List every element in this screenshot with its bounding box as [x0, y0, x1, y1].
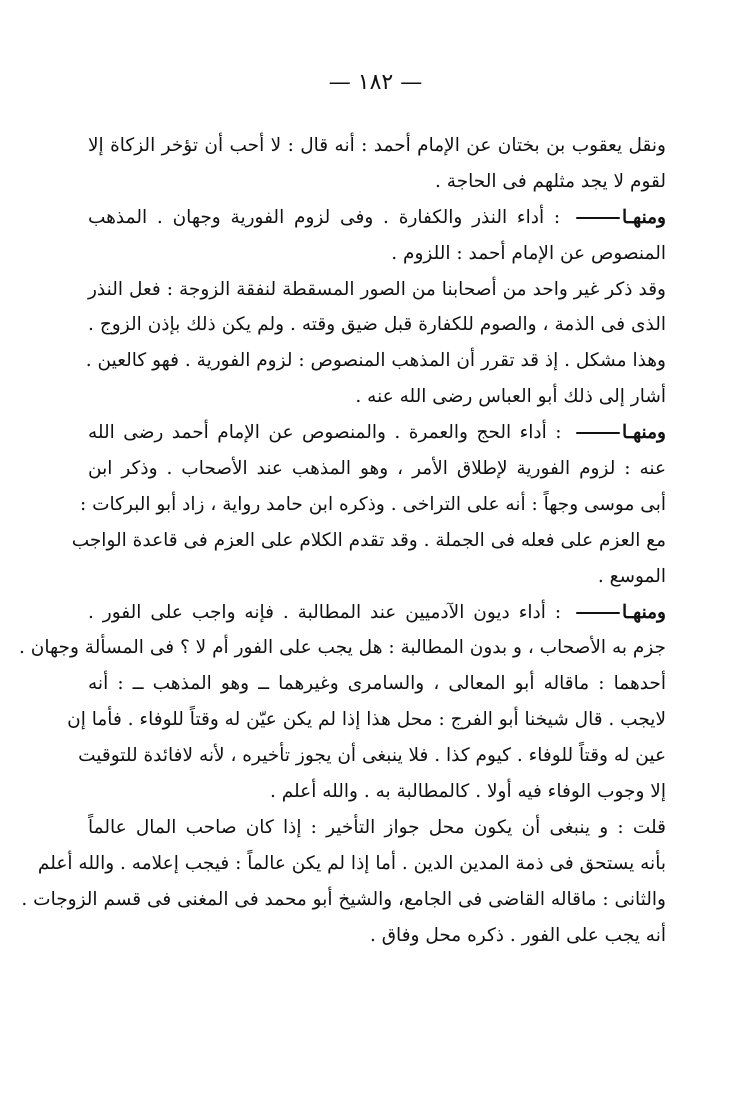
text-line [88, 236, 666, 272]
line-text: أحدهما : ماقاله أبو المعالى ، والسامرى وغيرهما ــ وهو المذهب ــ : أنه [88, 673, 666, 695]
line-text: وهذا مشكل . إذ قد تقرر أن المذهب المنصوص : لزوم الفورية . فهو كالعين . [85, 350, 666, 372]
text-line [88, 415, 666, 451]
text-line [88, 451, 666, 487]
line-text: مع العزم على فعله فى الجملة . وقد تقدم الكلام على العزم فى قاعدة الواجب [71, 529, 666, 551]
text-line [71, 523, 666, 559]
text-line [88, 559, 666, 595]
line-text: الذى فى الذمة ، والصوم للكفارة قبل ضيق وقته . ولم يكن ذلك بإذن الزوج . [88, 314, 666, 336]
text-line [88, 272, 666, 308]
section-marker: ومنهـا [621, 601, 666, 623]
line-text: لايجب . قال شيخنا أبو الفرج : محل هذا إذا لم يكن عيّن له وقتاً للوفاء . فأما إن [67, 709, 666, 731]
line-text: : أداء الحج والعمرة . والمنصوص عن الإمام أحمد رضى الله [88, 422, 562, 444]
line-text: لقوم لا يجد مثلهم فى الحاجة . [435, 170, 666, 192]
body-text [19, 128, 666, 953]
page-number: — ١٨٢ — [328, 70, 423, 95]
section-marker: ومنهـا [621, 422, 666, 444]
text-line [85, 343, 666, 379]
line-text: : أداء ديون الآدميين عند المطالبة . فإنه واجب على الفور . [88, 601, 562, 623]
line-text: قلت : و ينبغى أن يكون محل جواز التأخير : إذا كان صاحب المال عالماً [88, 816, 666, 838]
text-line [88, 307, 666, 343]
line-text: ونقل يعقوب بن بختان عن الإمام أحمد : أنه قال : لا أحب أن تؤخر الزكاة إلا [88, 135, 666, 156]
text-line [80, 487, 666, 523]
text-line [88, 595, 666, 631]
line-text: أشار إلى ذلك أبو العباس رضى الله عنه . [355, 386, 666, 408]
line-text: إلا وجوب الوفاء فيه أولا . كالمطالبة به . والله أعلم . [269, 781, 666, 803]
text-line [88, 918, 666, 954]
text-line [88, 164, 666, 200]
line-text: عين له وقتاً للوفاء . كيوم كذا . فلا ينبغى أن يجوز تأخيره ، لأنه لافائدة للتوقيت [78, 745, 666, 767]
line-text: أبى موسى وجهاً : أنه على التراخى . وذكره ابن حامد رواية ، زاد أبو البركات : [80, 493, 666, 515]
text-line [88, 810, 666, 846]
text-line [88, 128, 666, 164]
text-line [88, 666, 666, 702]
text-line [19, 630, 666, 666]
text-line [78, 738, 666, 774]
line-text: أنه يجب على الفور . ذكره محل وفاق . [369, 924, 666, 946]
text-line [21, 882, 666, 918]
line-text: والثانى : ماقاله القاضى فى الجامع، والشيخ أبو محمد فى المغنى فى قسم الزوجات . [21, 888, 666, 910]
marker-tail-rule [576, 217, 620, 219]
text-line [67, 702, 666, 738]
marker-tail-rule [576, 612, 620, 614]
line-text: جزم به الأصحاب ، و بدون المطالبة : هل يجب على الفور أم لا ؟ فى المسألة وجهان . [19, 637, 666, 659]
section-marker: ومنهـا [621, 206, 666, 228]
line-text: عنه : لزوم الفورية لإطلاق الأمر ، وهو المذهب عند الأصحاب . وذكر ابن [88, 458, 666, 480]
line-text: المنصوص عن الإمام أحمد : اللزوم . [391, 242, 666, 264]
text-line [37, 846, 666, 882]
line-text: بأنه يستحق فى ذمة المدين الدين . أما إذا لم يكن عالماً : فيجب إعلامه . والله أعلم [37, 852, 666, 874]
text-line [88, 774, 666, 810]
line-text: وقد ذكر غير واحد من أصحابنا من الصور المسقطة لنفقة الزوجة : فعل النذر [88, 278, 666, 300]
line-text: : أداء النذر والكفارة . وفى لزوم الفورية وجهان . المذهب [88, 206, 561, 228]
text-line [88, 379, 666, 415]
marker-tail-rule [576, 432, 620, 434]
line-text: الموسع . [597, 565, 666, 587]
text-line [88, 200, 666, 236]
